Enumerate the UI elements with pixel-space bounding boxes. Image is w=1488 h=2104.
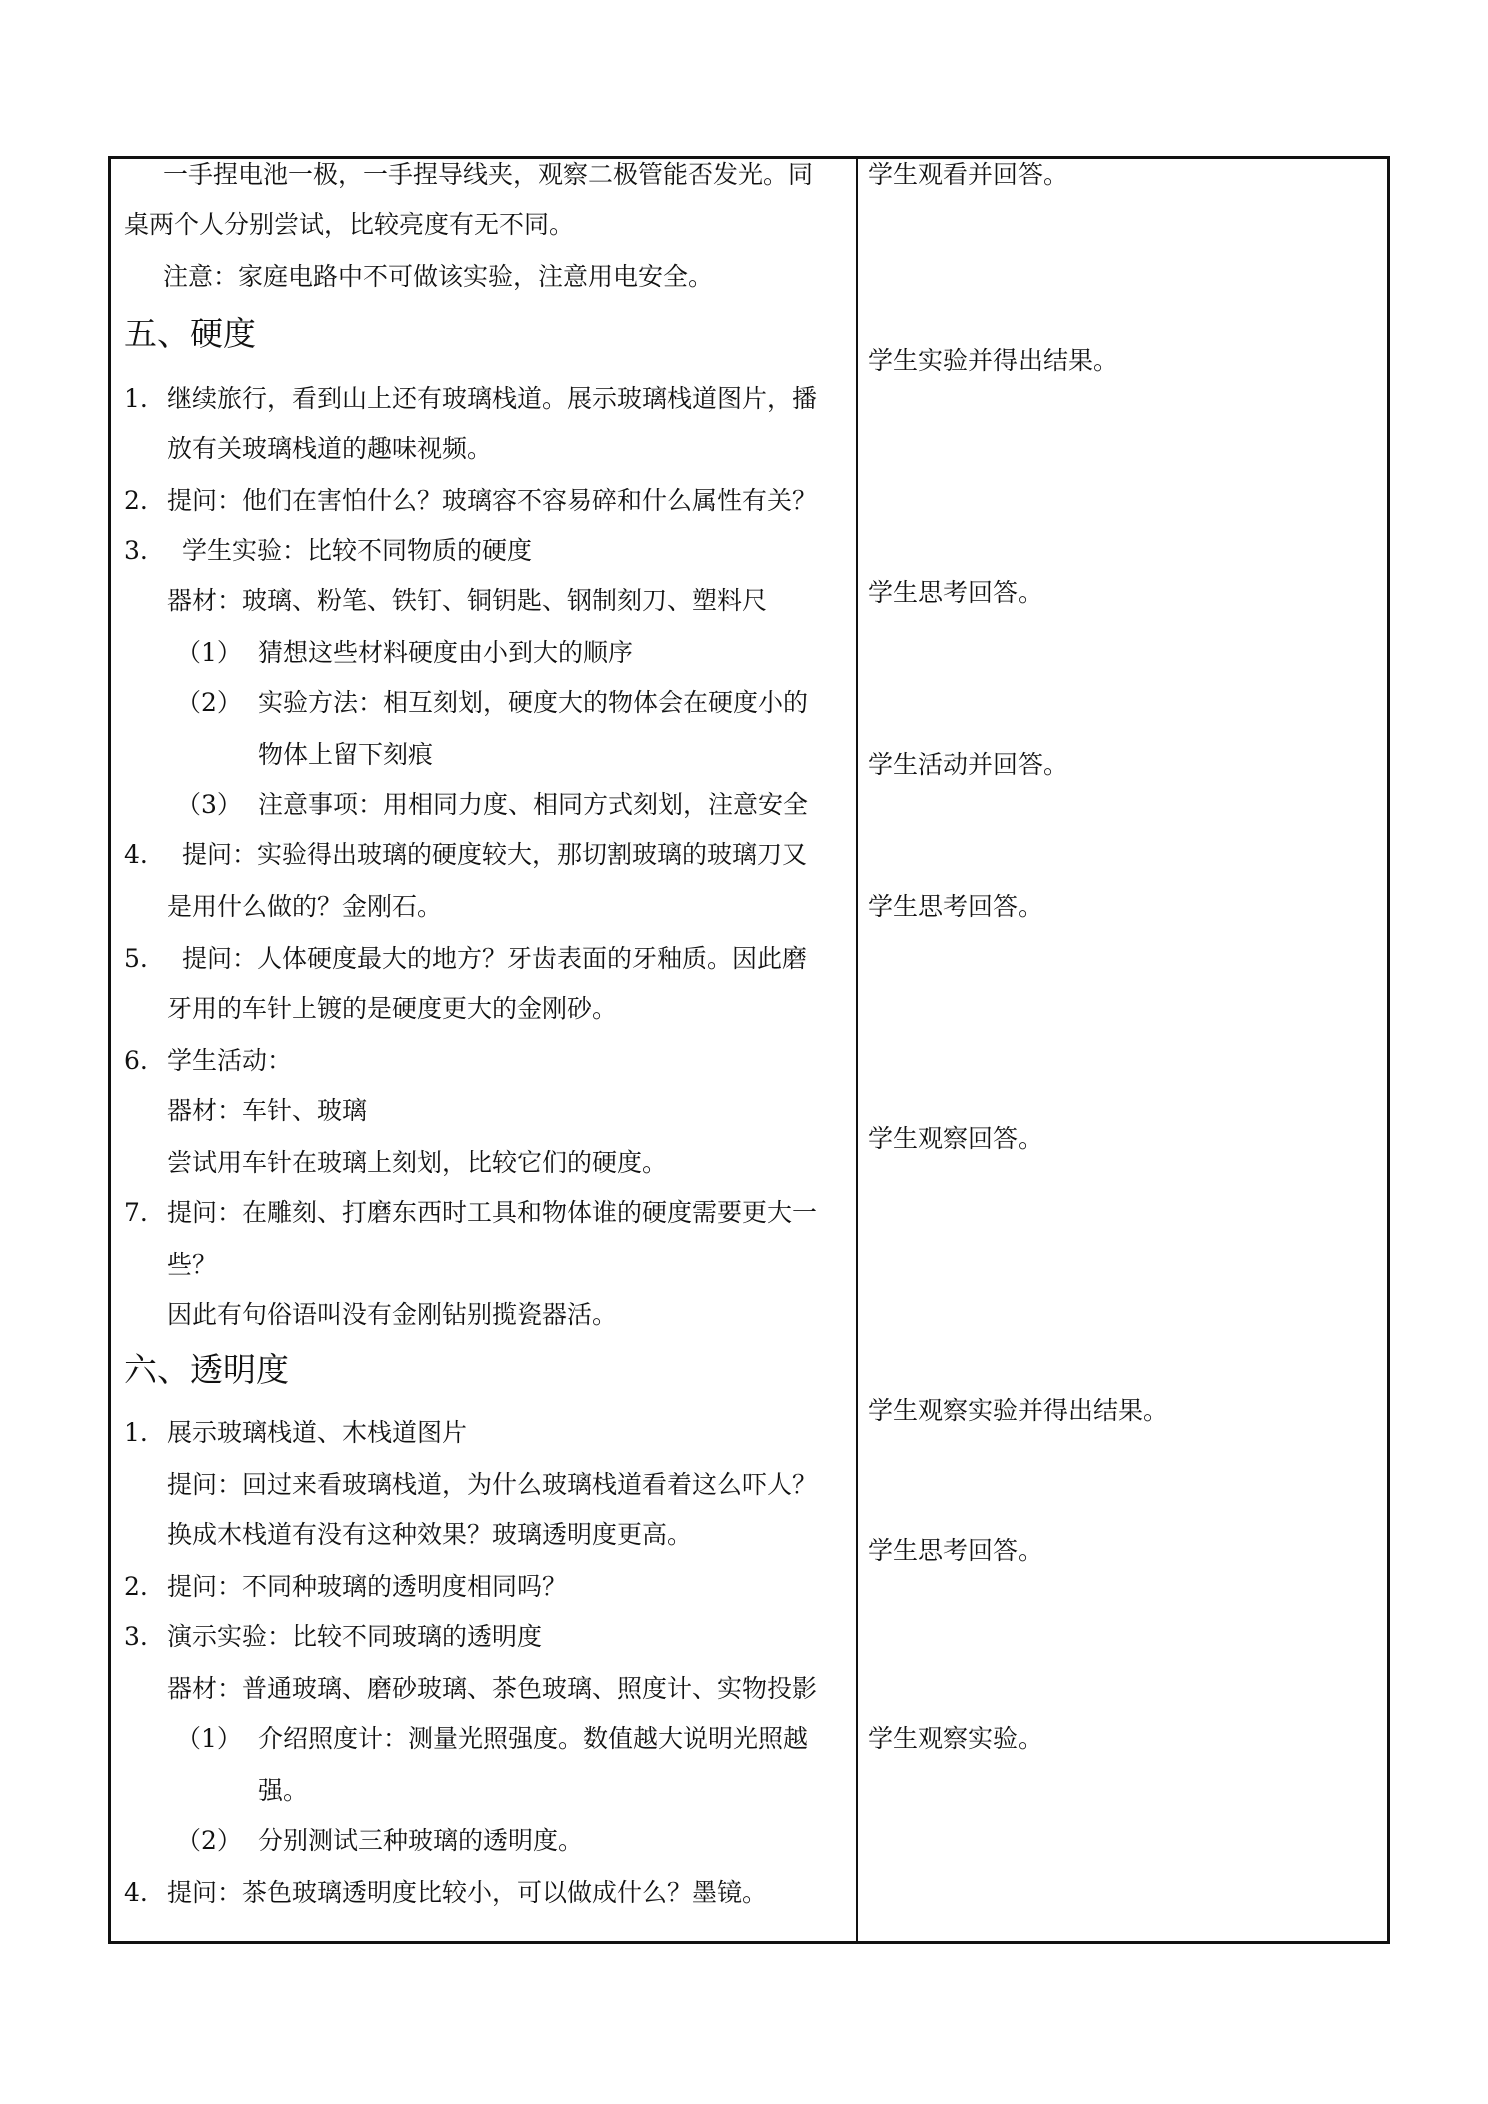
item-number: 5. bbox=[124, 944, 148, 973]
item-number: 3. bbox=[124, 536, 148, 565]
student-activity: 学生观察回答。 bbox=[868, 1124, 1044, 1153]
text-line: 强。 bbox=[258, 1776, 309, 1805]
text-line: 提问：实验得出玻璃的硬度较大，那切割玻璃的玻璃刀又 bbox=[182, 840, 808, 869]
text-line: 展示玻璃栈道、木栈道图片 bbox=[167, 1418, 468, 1447]
item-number: 1. bbox=[124, 1418, 148, 1447]
text-line: 些？ bbox=[167, 1250, 218, 1279]
student-activity: 学生观察实验并得出结果。 bbox=[868, 1396, 1169, 1425]
text-line: 继续旅行，看到山上还有玻璃栈道。展示玻璃栈道图片，播 bbox=[167, 384, 818, 413]
student-activity: 学生思考回答。 bbox=[868, 1536, 1044, 1565]
text-line: 器材：玻璃、粉笔、铁钉、铜钥匙、钢制刻刀、塑料尺 bbox=[167, 586, 768, 615]
sub-item-number: （2） bbox=[176, 688, 242, 717]
text-line: 注意事项：用相同力度、相同方式刻划，注意安全 bbox=[258, 790, 809, 819]
text-line: 演示实验：比较不同玻璃的透明度 bbox=[167, 1622, 543, 1651]
text-line: 提问：人体硬度最大的地方？牙齿表面的牙釉质。因此磨 bbox=[182, 944, 808, 973]
text-line: 因此有句俗语叫没有金刚钻别揽瓷器活。 bbox=[167, 1300, 618, 1329]
item-number: 2. bbox=[124, 1572, 148, 1601]
student-activity: 学生思考回答。 bbox=[868, 892, 1044, 921]
text-line: 分别测试三种玻璃的透明度。 bbox=[258, 1826, 584, 1855]
text-line: 提问：不同种玻璃的透明度相同吗？ bbox=[167, 1572, 568, 1601]
text-line: 尝试用车针在玻璃上刻划，比较它们的硬度。 bbox=[167, 1148, 668, 1177]
text-line: 放有关玻璃栈道的趣味视频。 bbox=[167, 434, 493, 463]
sub-item-number: （2） bbox=[176, 1826, 242, 1855]
text-line: 换成木栈道有没有这种效果？玻璃透明度更高。 bbox=[167, 1520, 693, 1549]
text-line: 提问：他们在害怕什么？玻璃容不容易碎和什么属性有关？ bbox=[167, 486, 818, 515]
text-line: 提问：在雕刻、打磨东西时工具和物体谁的硬度需要更大一 bbox=[167, 1198, 818, 1227]
item-number: 4. bbox=[124, 840, 148, 869]
item-number: 3. bbox=[124, 1622, 148, 1651]
sub-item-number: （1） bbox=[176, 1724, 242, 1753]
student-activity: 学生观看并回答。 bbox=[868, 160, 1069, 189]
text-line: 介绍照度计：测量光照强度。数值越大说明光照越 bbox=[258, 1724, 809, 1753]
student-activity: 学生思考回答。 bbox=[868, 578, 1044, 607]
text-line: 提问：回过来看玻璃栈道，为什么玻璃栈道看着这么吓人？ bbox=[167, 1470, 818, 1499]
student-activity: 学生观察实验。 bbox=[868, 1724, 1044, 1753]
text-line: 器材：车针、玻璃 bbox=[167, 1096, 368, 1125]
column-divider bbox=[856, 156, 858, 1944]
item-number: 6. bbox=[124, 1046, 148, 1075]
text-line: 物体上留下刻痕 bbox=[258, 740, 434, 769]
student-activity: 学生活动并回答。 bbox=[868, 750, 1069, 779]
text-line: 提问：茶色玻璃透明度比较小，可以做成什么？墨镜。 bbox=[167, 1878, 768, 1907]
text-line: 实验方法：相互刻划，硬度大的物体会在硬度小的 bbox=[258, 688, 809, 717]
section-heading-hardness: 五、硬度 bbox=[124, 314, 256, 353]
text-line: 牙用的车针上镀的是硬度更大的金刚砂。 bbox=[167, 994, 618, 1023]
text-line: 一手捏电池一极，一手捏导线夹，观察二极管能否发光。同 bbox=[163, 160, 814, 189]
text-line: 学生实验：比较不同物质的硬度 bbox=[182, 536, 533, 565]
student-activity: 学生实验并得出结果。 bbox=[868, 346, 1119, 375]
text-line: 学生活动： bbox=[167, 1046, 293, 1075]
item-number: 1. bbox=[124, 384, 148, 413]
item-number: 4. bbox=[124, 1878, 148, 1907]
sub-item-number: （3） bbox=[176, 790, 242, 819]
section-heading-transparency: 六、透明度 bbox=[124, 1350, 289, 1389]
item-number: 7. bbox=[124, 1198, 148, 1227]
text-line: 器材：普通玻璃、磨砂玻璃、茶色玻璃、照度计、实物投影 bbox=[167, 1674, 818, 1703]
item-number: 2. bbox=[124, 486, 148, 515]
text-line: 桌两个人分别尝试，比较亮度有无不同。 bbox=[124, 210, 575, 239]
text-line: 猜想这些材料硬度由小到大的顺序 bbox=[258, 638, 634, 667]
text-line: 是用什么做的？金刚石。 bbox=[167, 892, 443, 921]
text-line: 注意：家庭电路中不可做该实验，注意用电安全。 bbox=[163, 262, 714, 291]
sub-item-number: （1） bbox=[176, 638, 242, 667]
